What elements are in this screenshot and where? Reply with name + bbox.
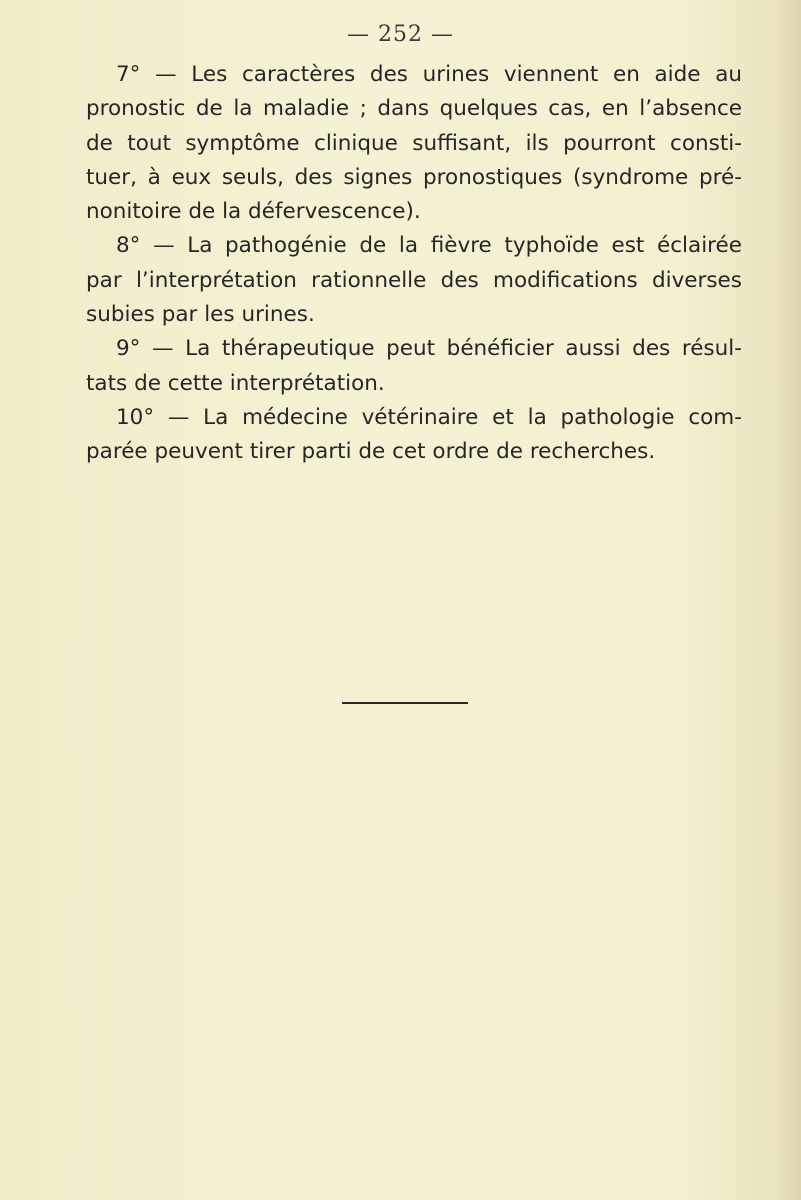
text-line: 8° — La pathogénie de la fièvre typhoïde est éclairée (116, 233, 742, 259)
text-line: pronostic de la maladie ; dans quelques cas, en l’absence (86, 96, 742, 122)
page-number: — 252 — (347, 22, 454, 47)
text-line: 10° — La médecine vétérinaire et la pathologie com- (116, 404, 742, 430)
text-line: tats de cette interprétation. (86, 370, 385, 396)
text-line: 9° — La thérapeutique peut bénéficier aussi des résul- (116, 336, 742, 362)
paragraph-8 (86, 229, 742, 332)
paragraph-7 (86, 58, 742, 229)
text-line: parée peuvent tirer parti de cet ordre de recherches. (86, 439, 656, 465)
text-line: de tout symptôme clinique suffisant, ils pourront consti- (86, 130, 742, 156)
text-line: nonitoire de la défervescence). (86, 199, 421, 225)
body-text (86, 58, 742, 470)
paragraph-9 (86, 332, 742, 401)
paragraph-10 (86, 401, 742, 470)
text-line: tuer, à eux seuls, des signes pronostiques (syndrome pré- (86, 164, 742, 190)
text-line: par l’interprétation rationnelle des modifications diverses (86, 267, 742, 293)
section-end-rule (342, 702, 468, 704)
text-line: 7° — Les caractères des urines viennent en aide au (116, 62, 742, 87)
text-line: subies par les urines. (86, 302, 315, 328)
